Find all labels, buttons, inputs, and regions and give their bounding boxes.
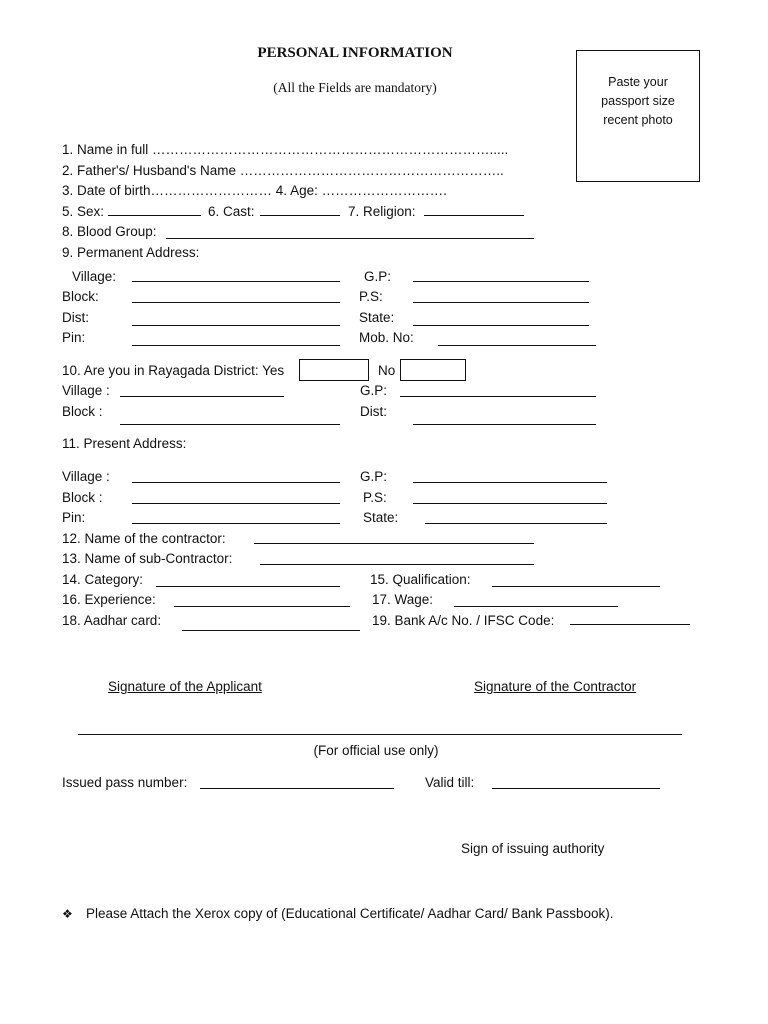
rayagada-yes-checkbox[interactable] (299, 359, 369, 381)
issuing-authority-sign: Sign of issuing authority (461, 841, 605, 856)
official-divider (78, 734, 682, 735)
rayagada-no-checkbox[interactable] (400, 359, 466, 381)
valid-till-label: Valid till: (425, 775, 475, 790)
perm-state-line[interactable] (413, 325, 589, 326)
present-address-label: 11. Present Address: (62, 436, 187, 451)
bank-label: 19. Bank A/c No. / IFSC Code: (372, 613, 555, 628)
permanent-address-label: 9. Permanent Address: (62, 245, 200, 260)
perm-village-label: Village: (72, 269, 117, 284)
subcontractor-label: 13. Name of sub-Contractor: (62, 551, 233, 566)
present-pin-label: Pin: (62, 510, 86, 525)
present-block-label: Block : (62, 490, 103, 505)
photo-box-text: Paste your passport size recent photo (601, 75, 675, 127)
rayagada-village-line[interactable] (120, 396, 284, 397)
present-ps-label: P.S: (363, 490, 387, 505)
cast-line[interactable] (260, 215, 340, 216)
contractor-line[interactable] (254, 543, 534, 544)
qualification-line[interactable] (492, 586, 660, 587)
dob-age-field: 3. Date of birth……………………… 4. Age: ………………………. (62, 183, 447, 198)
present-gp-line[interactable] (413, 482, 607, 483)
passport-photo-box (576, 50, 700, 182)
rayagada-dist-line[interactable] (413, 424, 596, 425)
aadhar-label: 18. Aadhar card: (62, 613, 162, 628)
rayagada-no-label: No (378, 363, 396, 378)
contractor-label: 12. Name of the contractor: (62, 531, 226, 546)
present-village-line[interactable] (132, 482, 340, 483)
rayagada-question: 10. Are you in Rayagada District: Yes (62, 363, 285, 378)
applicant-signature: Signature of the Applicant (108, 679, 262, 694)
religion-line[interactable] (424, 215, 524, 216)
present-state-label: State: (363, 510, 399, 525)
form-title: PERSONAL INFORMATION (257, 45, 453, 61)
present-state-line[interactable] (425, 523, 607, 524)
issued-pass-line[interactable] (200, 788, 394, 789)
perm-state-label: State: (359, 310, 395, 325)
bullet-icon: ❖ (62, 907, 73, 921)
religion-label: 7. Religion: (348, 204, 416, 219)
experience-line[interactable] (174, 606, 350, 607)
perm-village-line[interactable] (132, 281, 340, 282)
blood-group-label: 8. Blood Group: (62, 224, 157, 239)
subcontractor-line[interactable] (260, 564, 534, 565)
perm-mob-label: Mob. No: (359, 330, 414, 345)
perm-ps-line[interactable] (413, 302, 589, 303)
sex-label: 5. Sex: (62, 204, 105, 219)
wage-line[interactable] (454, 606, 618, 607)
cast-label: 6. Cast: (208, 204, 255, 219)
valid-till-line[interactable] (492, 788, 660, 789)
contractor-signature: Signature of the Contractor (474, 679, 637, 694)
perm-gp-line[interactable] (413, 281, 589, 282)
perm-ps-label: P.S: (359, 289, 383, 304)
category-label: 14. Category: (62, 572, 144, 587)
father-husband-name-field: 2. Father's/ Husband's Name ………………………………………………….. (62, 163, 504, 178)
present-village-label: Village : (62, 469, 110, 484)
perm-pin-label: Pin: (62, 330, 86, 345)
perm-dist-line[interactable] (132, 325, 340, 326)
perm-gp-label: G.P: (364, 269, 392, 284)
rayagada-gp-line[interactable] (400, 396, 596, 397)
present-block-line[interactable] (132, 503, 340, 504)
present-pin-line[interactable] (132, 523, 340, 524)
attachment-note: Please Attach the Xerox copy of (Educational Certificate/ Aadhar Card/ Bank Passbook). (86, 906, 614, 921)
perm-block-label: Block: (62, 289, 99, 304)
perm-mob-line[interactable] (438, 345, 596, 346)
rayagada-block-line[interactable] (120, 424, 340, 425)
official-use-caption: (For official use only) (313, 743, 439, 758)
present-gp-label: G.P: (360, 469, 388, 484)
present-ps-line[interactable] (413, 503, 607, 504)
bank-line[interactable] (570, 624, 690, 625)
qualification-label: 15. Qualification: (370, 572, 471, 587)
name-in-full-field: 1. Name in full …………………………………………………………………..... (62, 142, 509, 157)
perm-block-line[interactable] (132, 302, 340, 303)
sex-line[interactable] (108, 215, 201, 216)
form-subtitle: (All the Fields are mandatory) (273, 80, 437, 95)
rayagada-village-label: Village : (62, 383, 110, 398)
wage-label: 17. Wage: (372, 592, 434, 607)
aadhar-line[interactable] (182, 630, 360, 631)
category-line[interactable] (156, 586, 340, 587)
blood-group-line[interactable] (166, 238, 534, 239)
rayagada-gp-label: G.P: (360, 383, 388, 398)
rayagada-block-label: Block : (62, 404, 103, 419)
perm-dist-label: Dist: (62, 310, 89, 325)
perm-pin-line[interactable] (132, 345, 340, 346)
rayagada-dist-label: Dist: (360, 404, 387, 419)
issued-pass-label: Issued pass number: (62, 775, 188, 790)
experience-label: 16. Experience: (62, 592, 156, 607)
